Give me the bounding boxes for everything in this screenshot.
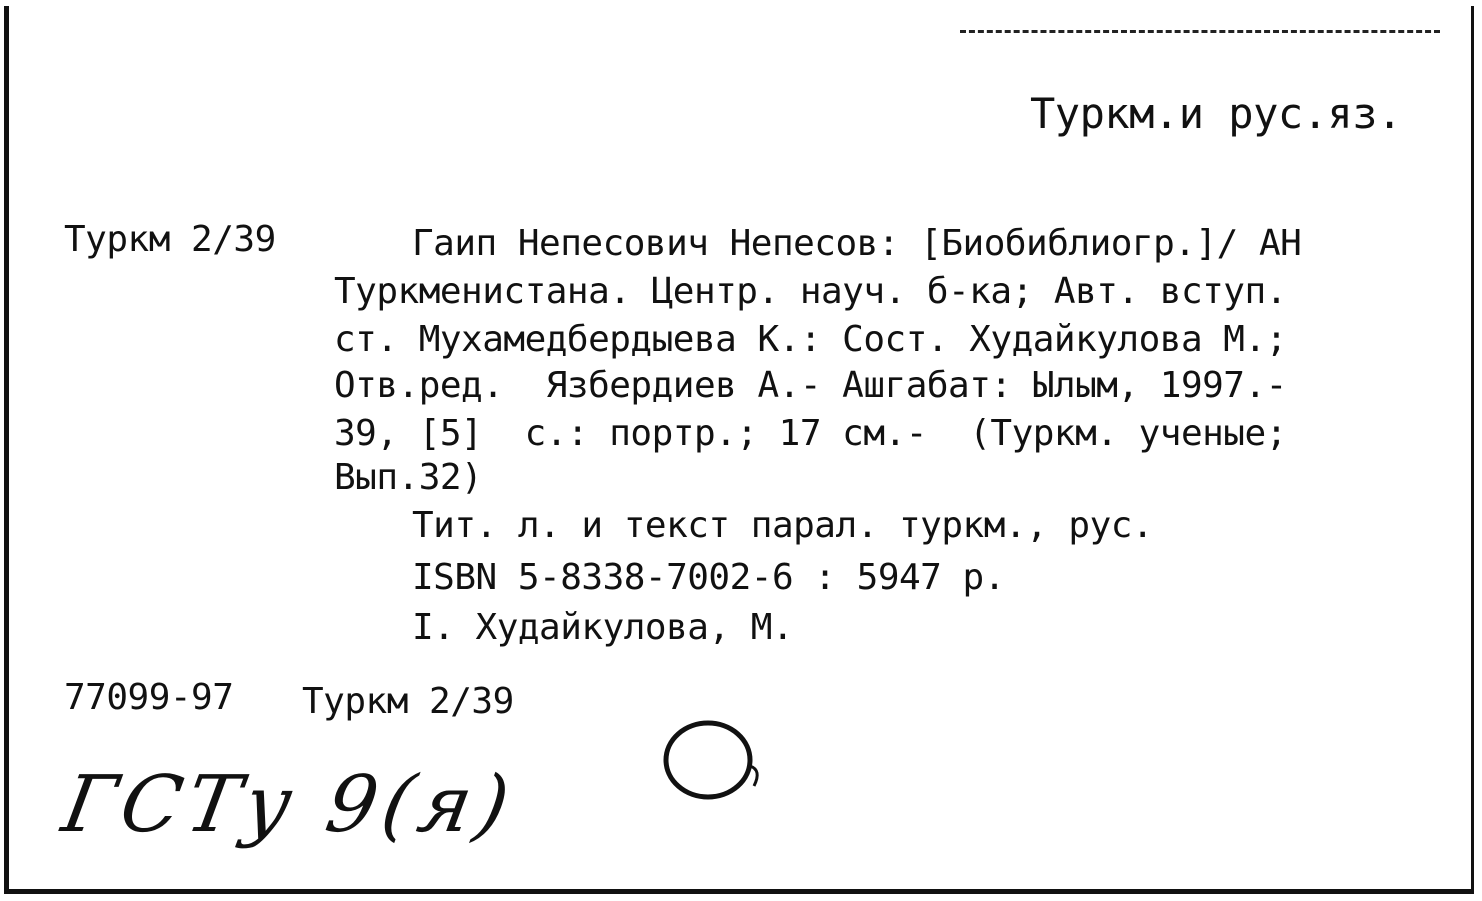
description-line-6: Вып.32) (334, 457, 483, 498)
call-number-top: Туркм 2/39 (64, 219, 276, 260)
top-dashed-line (960, 30, 1440, 33)
description-line-5: 39, [5] с.: портр.; 17 см.- (Туркм. ученые; (334, 413, 1287, 454)
note-line-1: Тит. л. и текст парал. туркм., рус. (412, 505, 1154, 546)
accession-number: 77099-97 (64, 677, 234, 718)
description-line-4: Отв.ред. Язбердиев А.- Ашгабат: Ылым, 1997.- (334, 365, 1287, 406)
call-number-bottom: Туркм 2/39 (302, 681, 514, 722)
description-line-3: ст. Мухамедбердыева К.: Сост. Худайкулова М.; (334, 319, 1287, 360)
description-line-2: Туркменистана. Центр. науч. б-ка; Авт. вступ. (334, 271, 1287, 312)
language-label: Туркм.и рус.яз. (1030, 89, 1402, 138)
note-line-2: ISBN 5-8338-7002-6 : 5947 р. (412, 557, 1005, 598)
hole-punch-circle-icon (662, 714, 772, 804)
handwritten-mark: ГСТу 9(я) (56, 760, 522, 850)
description-line-1: Гаип Непесович Непесов: [Биобиблиогр.]/ АН (412, 223, 1302, 264)
note-line-3: I. Худайкулова, М. (412, 607, 794, 648)
